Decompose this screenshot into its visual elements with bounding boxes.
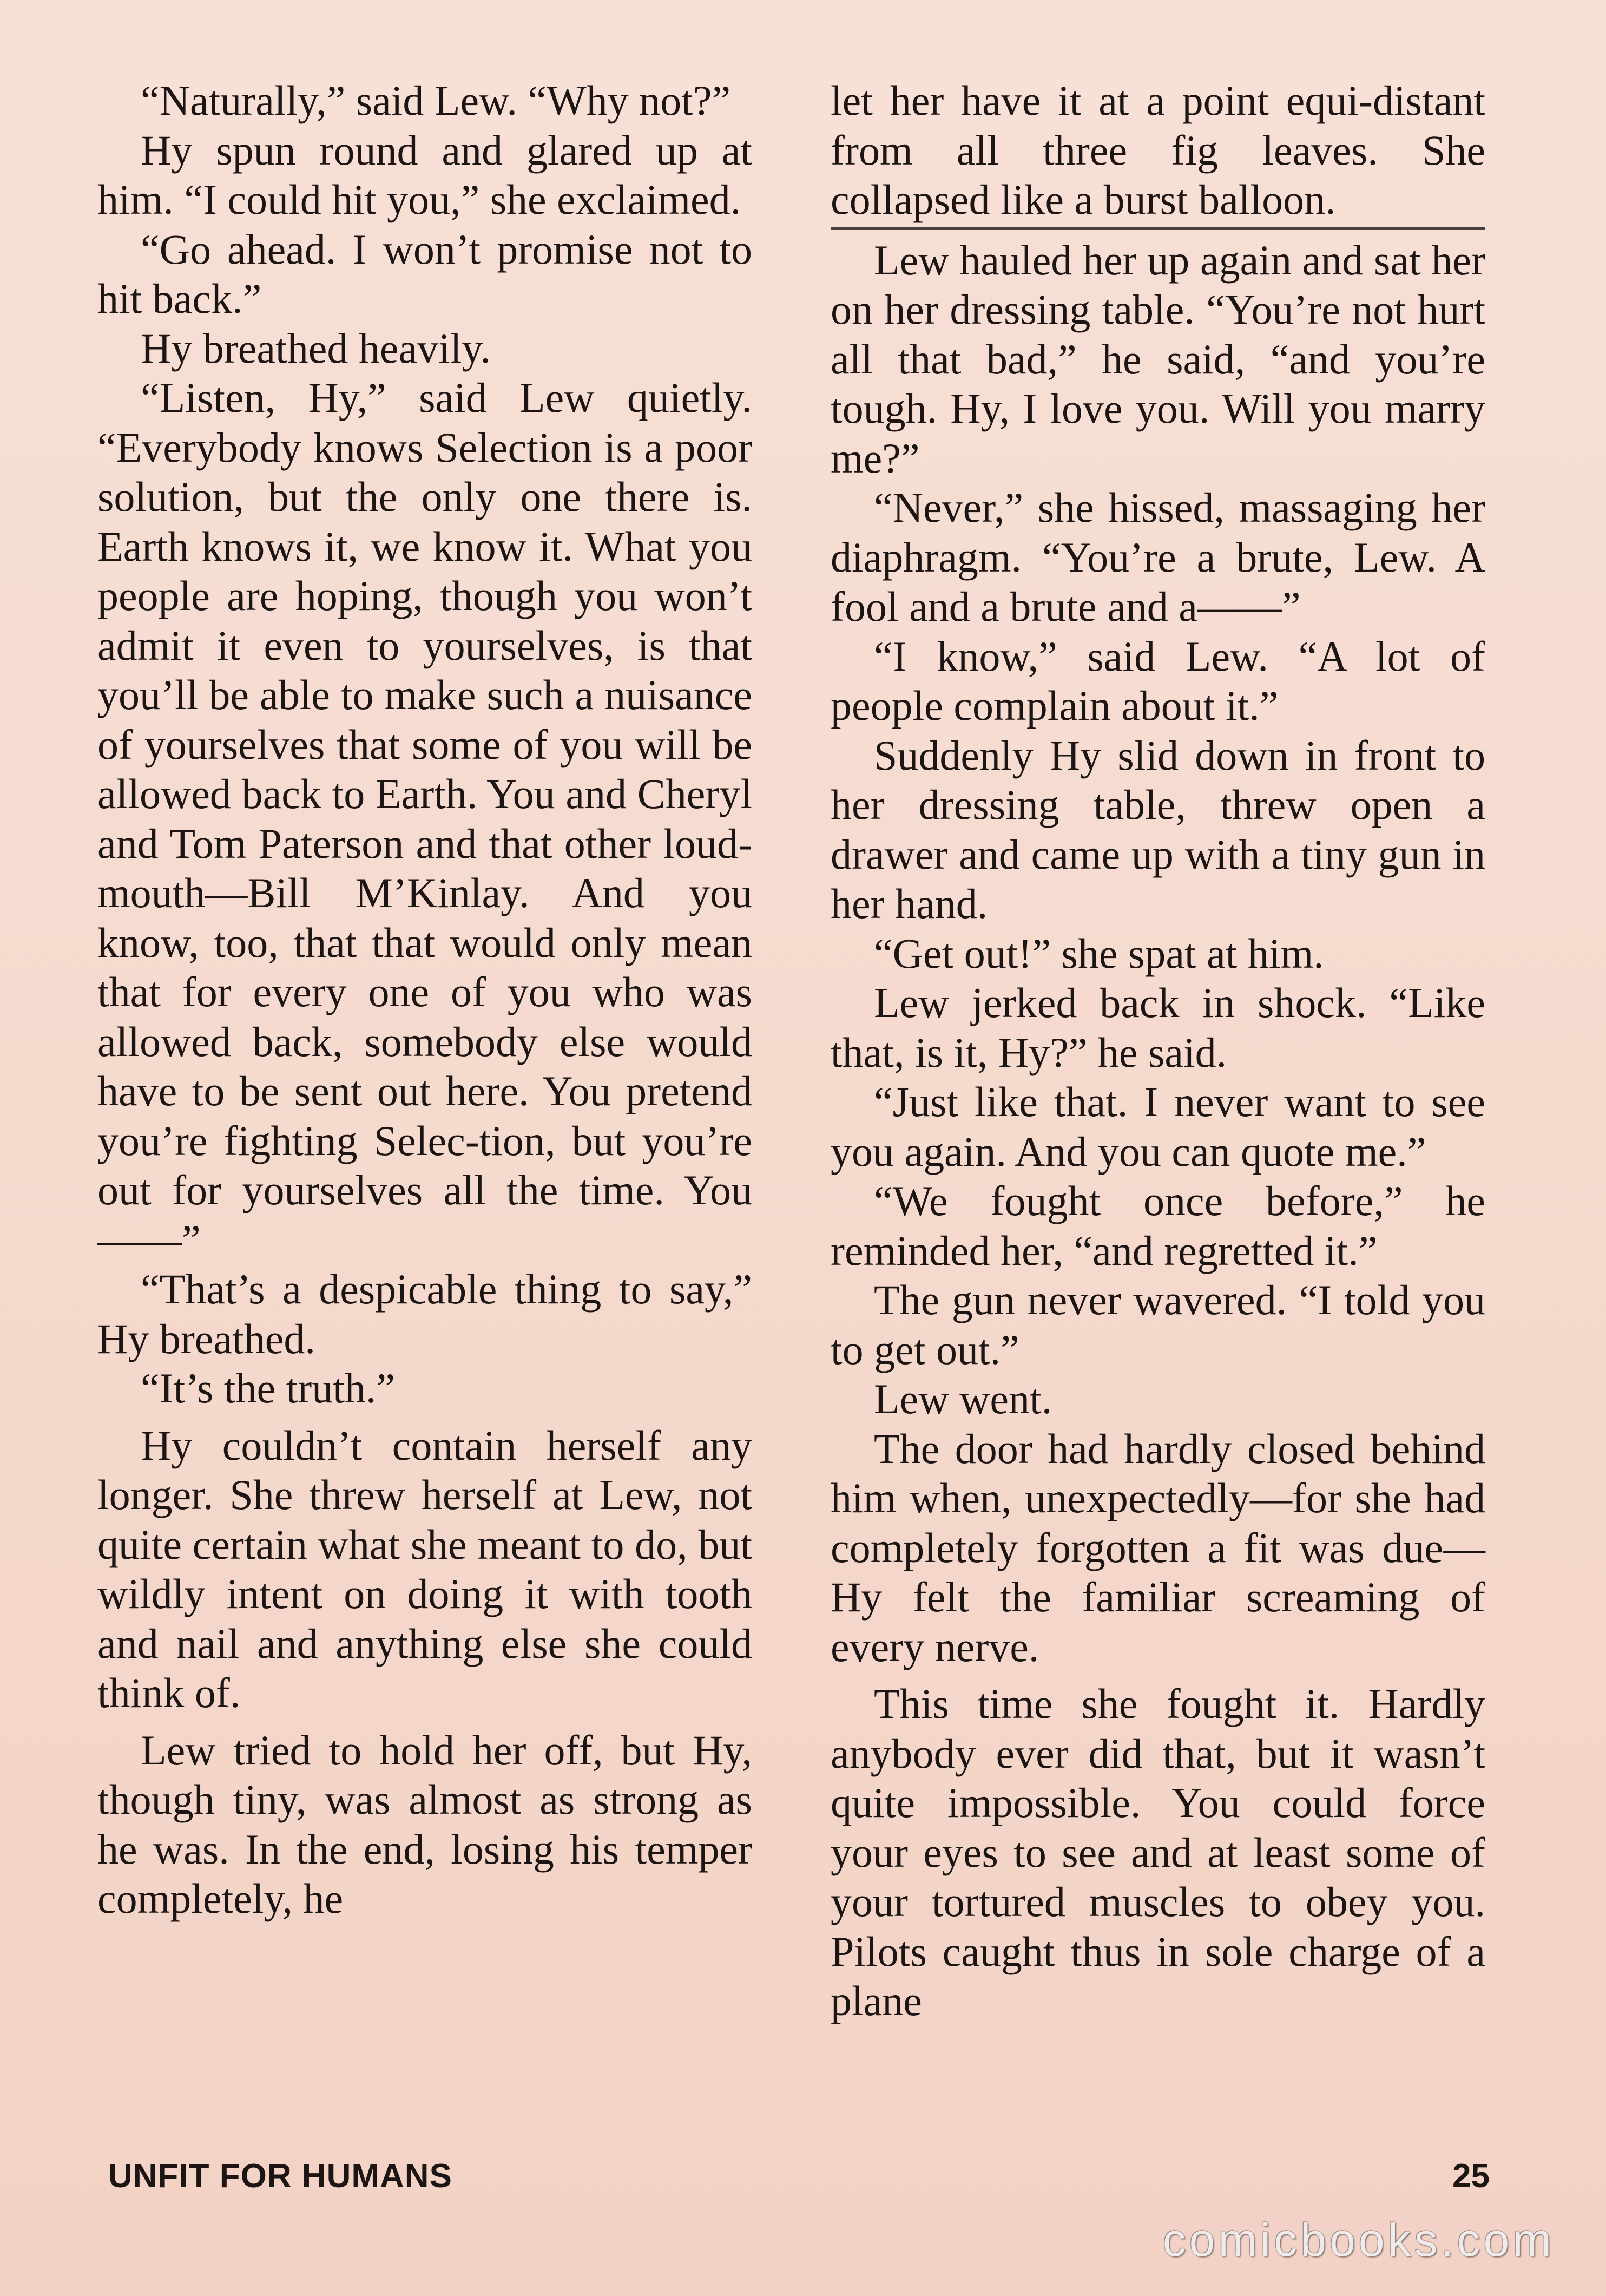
paragraph: Lew went. <box>874 1375 1052 1422</box>
paragraph: Hy spun round and glared up at him. “I could hit you,” she exclaimed. <box>97 126 752 223</box>
paragraph: “That’s a despicable thing to say,” Hy breathed. <box>97 1265 752 1362</box>
paragraph: “I know,” said Lew. “A lot of people complain about it.” <box>831 632 1485 729</box>
paragraph: The door had hardly closed behind him when, unexpectedly—for she had completely forgotten a fit was due—Hy felt the familiar screaming of every nerve. <box>831 1425 1485 1670</box>
paragraph: Hy breathed heavily. <box>141 324 491 372</box>
paragraph: “Just like that. I never want to see you again. And you can quote me.” <box>831 1078 1485 1175</box>
paragraph: Hy couldn’t contain herself any longer. She threw herself at Lew, not quite certain what she meant to do, but wildly intent on doing it with tooth and nail and anything else she could think of. <box>97 1421 752 1716</box>
running-title: UNFIT FOR HUMANS <box>108 2157 452 2195</box>
watermark: comicbooks.com <box>1162 2214 1555 2266</box>
paragraph: Suddenly Hy slid down in front to her dressing table, threw open a drawer and came up with a tiny gun in her hand. <box>831 731 1485 927</box>
paragraph: “Naturally,” said Lew. “Why not?” <box>141 77 731 124</box>
paragraph: Lew tried to hold her off, but Hy, though tiny, was almost as strong as he was. In the end, losing his temper completely, he <box>97 1726 752 1922</box>
paragraph: “We fought once before,” he reminded her, “and regretted it.” <box>831 1177 1485 1274</box>
text-column-right <box>831 76 1485 2026</box>
paragraph: Lew hauled her up again and sat her on her dressing table. “You’re not hurt all that bad,” he said, “and you’re tough. Hy, I love you. Will you marry me?” <box>831 236 1485 482</box>
text-column-left <box>97 76 752 1924</box>
page-number: 25 <box>1452 2157 1490 2195</box>
paragraph: “Go ahead. I won’t promise not to hit back.” <box>97 225 752 322</box>
paragraph: “Listen, Hy,” said Lew quietly. “Everybody knows Selection is a poor solution, but the only one there is. Earth knows it, we know it. What you people are hoping, though you won’t admit it even to yourselves, is that you’ll be able to make such a nuisance of yourselves that some of you will be allowed back to Earth. You and Cheryl and Tom Paterson and that other loud-mouth—Bill M’Kinlay. And you know, too, that that would only mean that for every one of you who was allowed back, somebody else would have to be sent out here. You pretend you’re fighting Selec-tion, but you’re out for yourselves all the time. You——” <box>97 374 752 1263</box>
paragraph: The gun never wavered. “I told you to get out.” <box>831 1276 1485 1373</box>
paragraph-continued: let her have it at a point equi-distant from all three fig leaves. She collapsed like a burst balloon. <box>831 77 1485 223</box>
paragraph: This time she fought it. Hardly anybody ever did that, but it wasn’t quite impossible. You could force your eyes to see and at least some of your tortured muscles to obey you. Pilots caught thus in sole charge of a plane <box>831 1680 1485 2024</box>
paragraph: “It’s the truth.” <box>141 1365 396 1412</box>
paragraph: Lew jerked back in shock. “Like that, is it, Hy?” he said. <box>831 979 1485 1076</box>
section-rule <box>831 227 1485 230</box>
paragraph: “Get out!” she spat at him. <box>874 929 1324 977</box>
paragraph: “Never,” she hissed, massaging her diaphragm. “You’re a brute, Lew. A fool and a brute and a——” <box>831 484 1485 630</box>
